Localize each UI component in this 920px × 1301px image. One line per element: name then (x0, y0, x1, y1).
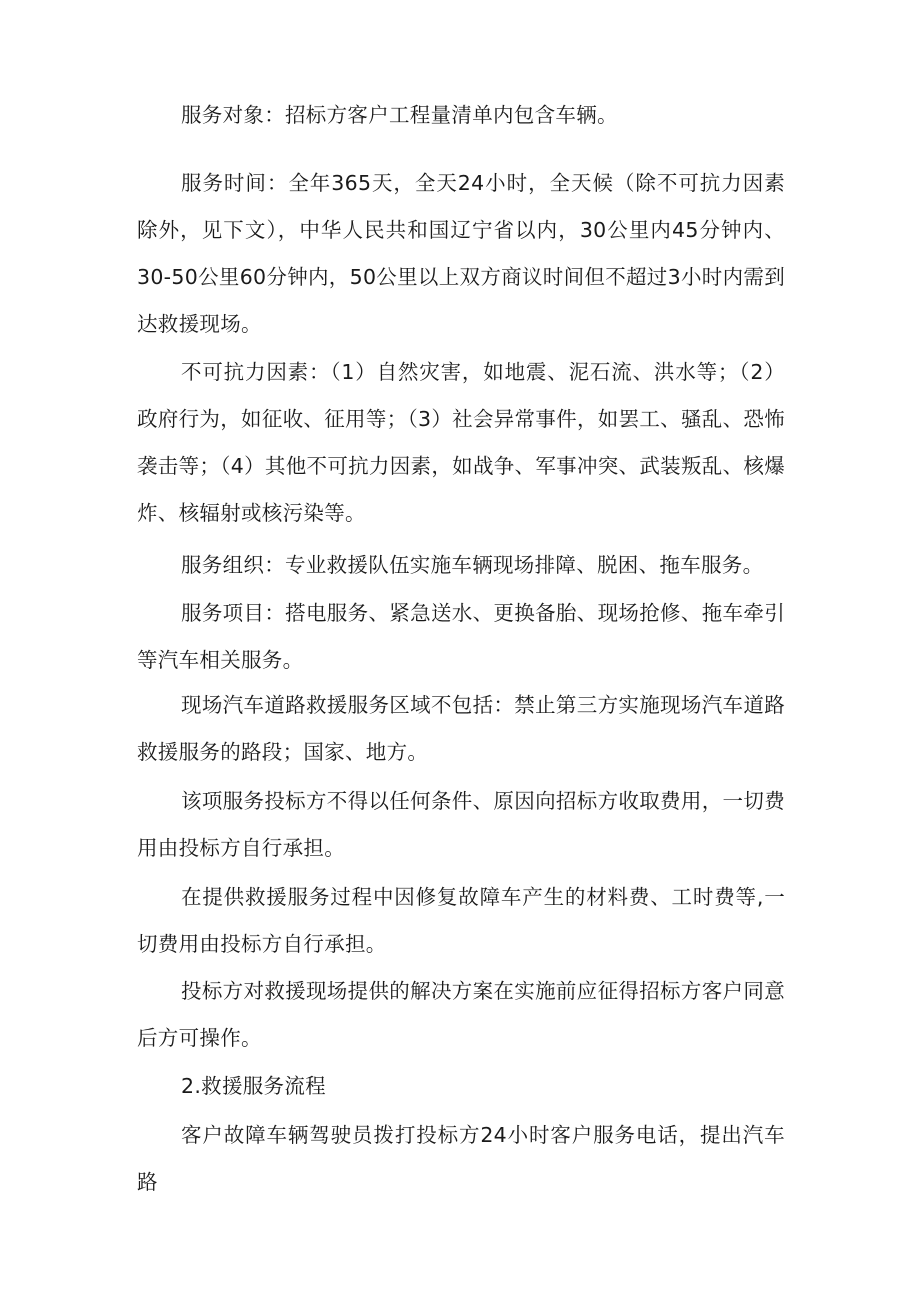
paragraph-service-time: 服务时间：全年365天，全天24小时，全天候（除不可抗力因素除外，见下文），中华人民共和国辽宁省以内，30公里内45分钟内、30-50公里60分钟内，50公里以上双方商议时间但不超过3小时内需到达救援现场。 (137, 171, 785, 336)
paragraph-solution-consent: 投标方对救援现场提供的解决方案在实施前应征得招标方客户同意后方可操作。 (137, 979, 785, 1050)
paragraph-service-organization: 服务组织：专业救援队伍实施车辆现场排障、脱困、拖车服务。 (181, 553, 764, 577)
paragraph-no-charge: 该项服务投标方不得以任何条件、原因向招标方收取费用，一切费用由投标方自行承担。 (137, 789, 785, 860)
paragraph-service-area-exclusion: 现场汽车道路救援服务区域不包括：禁止第三方实施现场汽车道路救援服务的路段；国家、地方。 (137, 693, 785, 764)
paragraph-customer-call: 客户故障车辆驾驶员拨打投标方24小时客户服务电话，提出汽车路 (137, 1123, 785, 1194)
paragraph-repair-costs: 在提供救援服务过程中因修复故障车产生的材料费、工时费等,一切费用由投标方自行承担。 (137, 885, 785, 956)
paragraph-service-target: 服务对象：招标方客户工程量清单内包含车辆。 (181, 103, 618, 127)
section-heading-rescue-process: 2.救援服务流程 (181, 1074, 326, 1098)
paragraph-force-majeure: 不可抗力因素：（1）自然灾害，如地震、泥石流、洪水等；（2）政府行为，如征收、征用等；（3）社会异常事件，如罢工、骚乱、恐怖袭击等；（4）其他不可抗力因素，如战争、军事冲突、武装叛乱、核爆炸、核辐射或核污染等。 (137, 360, 785, 525)
paragraph-service-items: 服务项目：搭电服务、紧急送水、更换备胎、现场抢修、拖车牵引等汽车相关服务。 (137, 601, 785, 672)
